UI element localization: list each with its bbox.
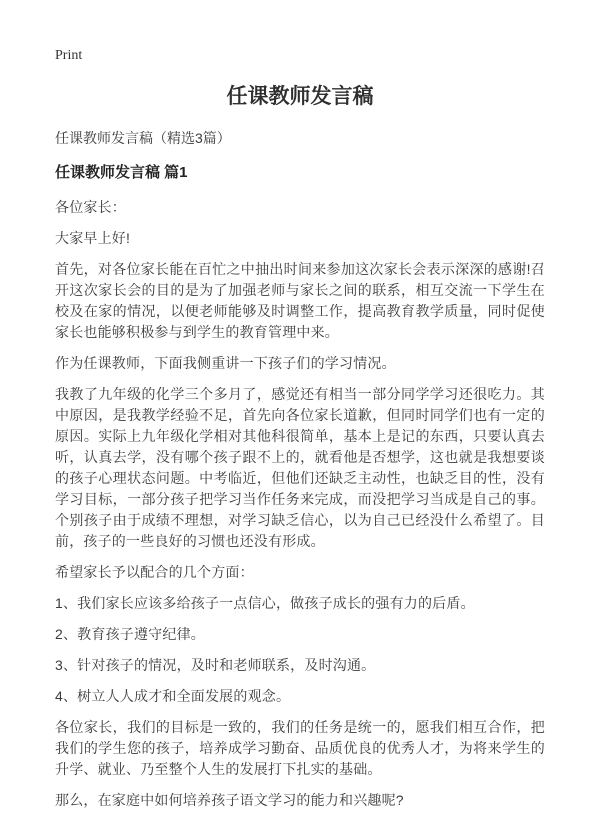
paragraph-thanks: 首先，对各位家长能在百忙之中抽出时间来参加这次家长会表示深深的感谢!召开这次家长会的目的是为了加强老师与家长之间的联系，相互交流一下学生在校及在家的情况，以便老师能够及时调整工作，提高教育教学质量，同时促使家长也能够积极参与到学生的教育管理中来。 [55, 261, 545, 340]
numbered-item-1: 1、我们家长应该多给孩子一点信心，做孩子成长的强有力的后盾。 [55, 595, 475, 611]
page-title: 任课教师发言稿 [226, 85, 374, 108]
paragraph-shared-goal: 各位家长，我们的目标是一致的，我们的任务是统一的，愿我们相互合作，把我们的学生您的孩子，培养成学习勤奋、品质优良的优秀人才，为将来学生的升学、就业、乃至整个人生的发展打下扎实的基础。 [55, 719, 545, 777]
paragraph-study-situation: 我教了九年级的化学三个多月了，感觉还有相当一部分同学学习还很吃力。其中原因，是我教学经验不足，首先向各位家长道歉，但同时同学们也有一定的原因。实际上九年级化学相对其他科很简单，基本上是记的东西，只要认真去听，认真去学，没有哪个孩子跟不上的，就看他是否想学，这也就是我想要谈的孩子心理状态问题。中考临近，但他们还缺乏主动性，也缺乏目的性，没有学习目标，一部分孩子把学习当作任务来完成，而没把学习当成是自己的事。个别孩子由于成绩不理想，对学习缺乏信心，以为自己已经没什么希望了。目前，孩子的一些良好的习惯也还没有形成。 [55, 386, 545, 549]
paragraph-closing-question: 那么，在家庭中如何培养孩子语文学习的能力和兴趣呢? [55, 792, 404, 808]
paragraph-salutation: 各位家长： [55, 199, 126, 215]
section-heading: 任课教师发言稿 篇1 [55, 164, 188, 181]
print-button[interactable]: Print [55, 48, 83, 63]
paragraph-intro: 作为任课教师，下面我侧重讲一下孩子们的学习情况。 [55, 355, 396, 371]
numbered-item-3: 3、针对孩子的情况，及时和老师联系，及时沟通。 [55, 657, 376, 673]
document-subtitle: 任课教师发言稿（精选3篇） [55, 130, 231, 146]
numbered-item-2: 2、教育孩子遵守纪律。 [55, 626, 205, 642]
numbered-item-4: 4、树立人人成才和全面发展的观念。 [55, 688, 291, 704]
paragraph-greeting: 大家早上好! [55, 230, 131, 246]
paragraph-cooperation-lead: 希望家长予以配合的几个方面： [55, 564, 254, 580]
